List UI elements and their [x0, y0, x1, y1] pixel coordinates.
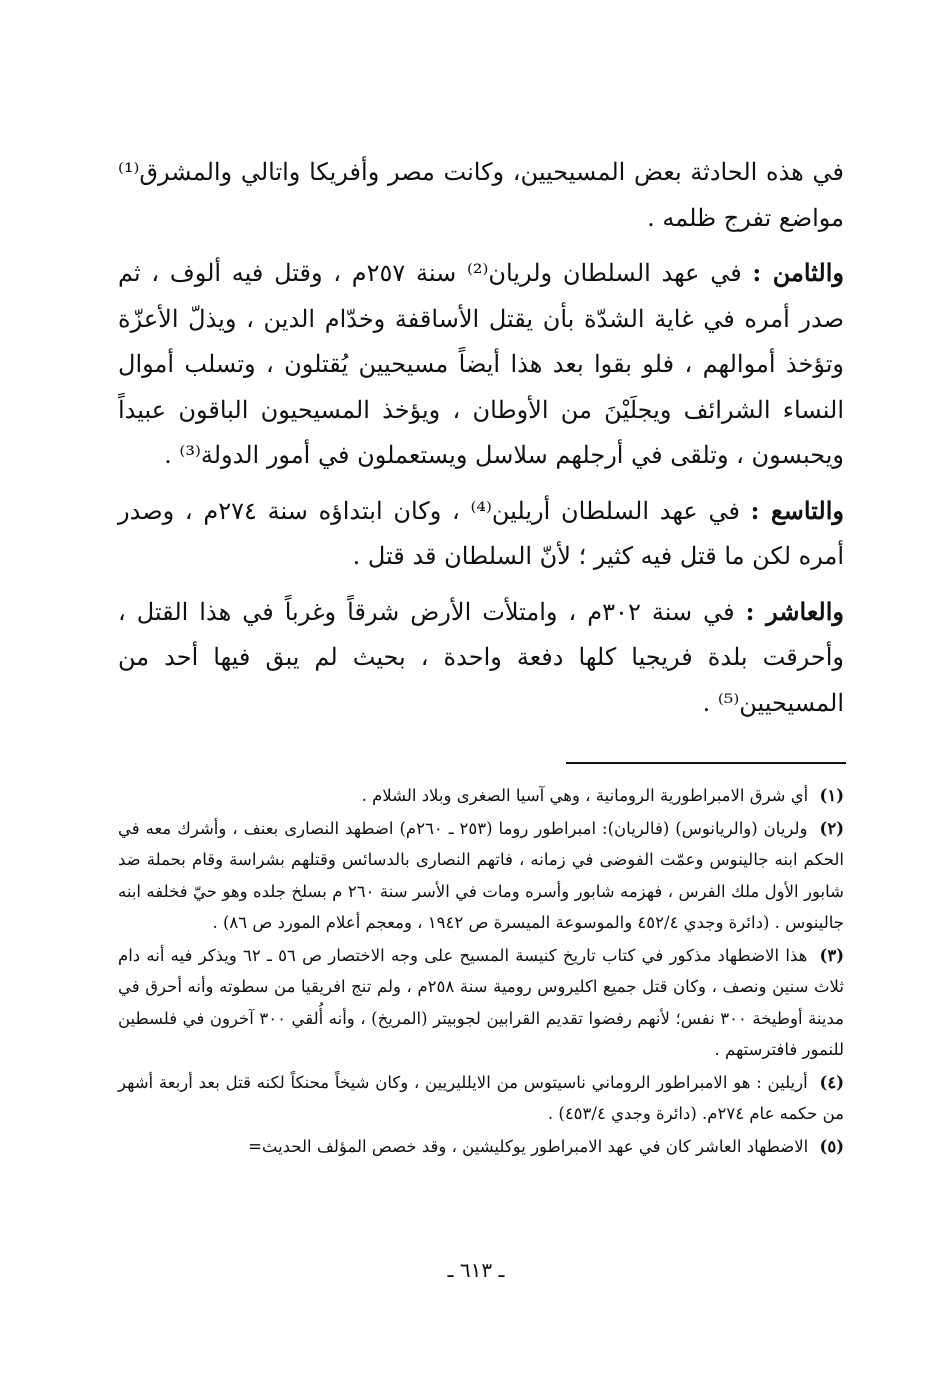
paragraph-ninth: [118, 488, 844, 580]
footnote-1: [118, 780, 844, 812]
footnote-5-text: الاضطهاد العاشر كان في عهد الامبراطور يوكليشين ، وقد خصص المؤلف الحديث=: [248, 1136, 809, 1156]
footnote-3: [118, 940, 844, 1066]
footnote-3-number: (٣): [819, 945, 845, 965]
paragraph-ninth-text: في عهد السلطان أريلين⁽⁴⁾ ، وكان ابتداؤه سنة ٢٧٤م ، وصدر أمره لكن ما قتل فيه كثير ؛ لأنّ السلطان قد قتل .: [118, 496, 844, 570]
page-number: ـ ٦١٣ ـ: [447, 1258, 505, 1282]
footnote-divider: [566, 762, 846, 764]
paragraph-1-text: في هذه الحادثة بعض المسيحيين، وكانت مصر وأفريكا واتالي والمشرق⁽¹⁾ مواضع تفرج ظلمه .: [118, 158, 844, 232]
paragraph-1: [118, 150, 844, 241]
paragraph-tenth: [118, 589, 844, 727]
paragraph-eighth: [118, 250, 844, 479]
paragraph-ninth-lead: والتاسع :: [750, 495, 844, 525]
paragraph-eighth-text: في عهد السلطان ولريان⁽²⁾ سنة ٢٥٧م ، وقتل فيه ألوف ، ثم صدر أمره في غاية الشدّة بأن يقتل الأساقفة وخدّام الدين ، ويذلّ الأعزّة وتؤخذ أموالهم ، فلو بقوا بعد هذا أيضاً مسيحيين يُقتلون ، وتسلب أموال النساء الشرائف ويجلَيْنَ من الأوطان ، ويؤخذ المسيحيون الباقون عبيداً ويحبسون ، وتلقى في أرجلهم سلاسل ويستعملون في أمور الدولة⁽³⁾ .: [118, 259, 844, 469]
footnotes: [118, 780, 844, 1163]
paragraph-tenth-text: في سنة ٣٠٢م ، وامتلأت الأرض شرقاً وغرباً في هذا القتل ، وأحرقت بلدة فريجيا كلها دفعة واحدة ، بحيث لم يبق فيها أحد من المسيحيين⁽⁵⁾ .: [118, 597, 844, 717]
paragraph-eighth-lead: والثامن :: [752, 258, 844, 287]
footnote-4-number: (٤): [819, 1072, 844, 1092]
footnote-2: [118, 813, 844, 939]
footnote-1-number: (١): [819, 786, 844, 805]
footnote-2-number: (٢): [819, 818, 845, 838]
footnote-5: [118, 1131, 844, 1163]
footnote-4: [118, 1067, 844, 1130]
main-text: [118, 150, 844, 735]
footnote-4-text: أريلين : هو الامبراطور الروماني ناسيتوس من الايلليريين ، وكان شيخاً محنكاً لكنه قتل بعد أربعة أشهر من حكمه عام ٢٧٤م. (دائرة وجدي ٤٥٣/٤) .: [118, 1072, 844, 1123]
footnote-2-text: ولريان (والريانوس) (فالريان): امبراطور روما (٢٥٣ ـ ٢٦٠م) اضطهد النصارى بعنف ، وأشرك معه في الحكم ابنه جالينوس وعمّت الفوضى في زمانه ، فاتهم النصارى بالدسائس وقتلهم بشراسة وقام بحملة ضد شابور الأول ملك الفرس ، فهزمه شابور وأسره ومات في الأسر سنة ٢٦٠ م بسلخ جلده وهو حيّ فخلفه ابنه جالينوس . (دائرة وجدي ٤٥٢/٤ والموسوعة الميسرة ص ١٩٤٢ ، ومعجم أعلام المورد ص ٨٦) .: [118, 818, 844, 932]
footnote-1-text: أي شرق الامبراطورية الرومانية ، وهي آسيا الصغرى وبلاد الشلام .: [361, 786, 809, 805]
paragraph-tenth-lead: والعاشر :: [745, 596, 844, 626]
footnote-3-text: هذا الاضطهاد مذكور في كتاب تاريخ كنيسة المسيح على وجه الاختصار ص ٥٦ ـ ٦٢ ويذكر فيه أنه دام ثلاث سنين ونصف ، وكان قتل جميع اكليروس رومية سنة ٢٥٨م ، ولم تنج افريقيا من سطوته وأنه أحرق في مدينة أوطيخة ٣٠٠ نفس؛ لأنهم رفضوا تقديم القرابين لجوبيتر (المريخ) ، وأنه أُلقي ٣٠٠ آخرون في فلسطين للنمور فافترستهم .: [118, 945, 844, 1059]
footnote-5-number: (٥): [819, 1136, 844, 1156]
